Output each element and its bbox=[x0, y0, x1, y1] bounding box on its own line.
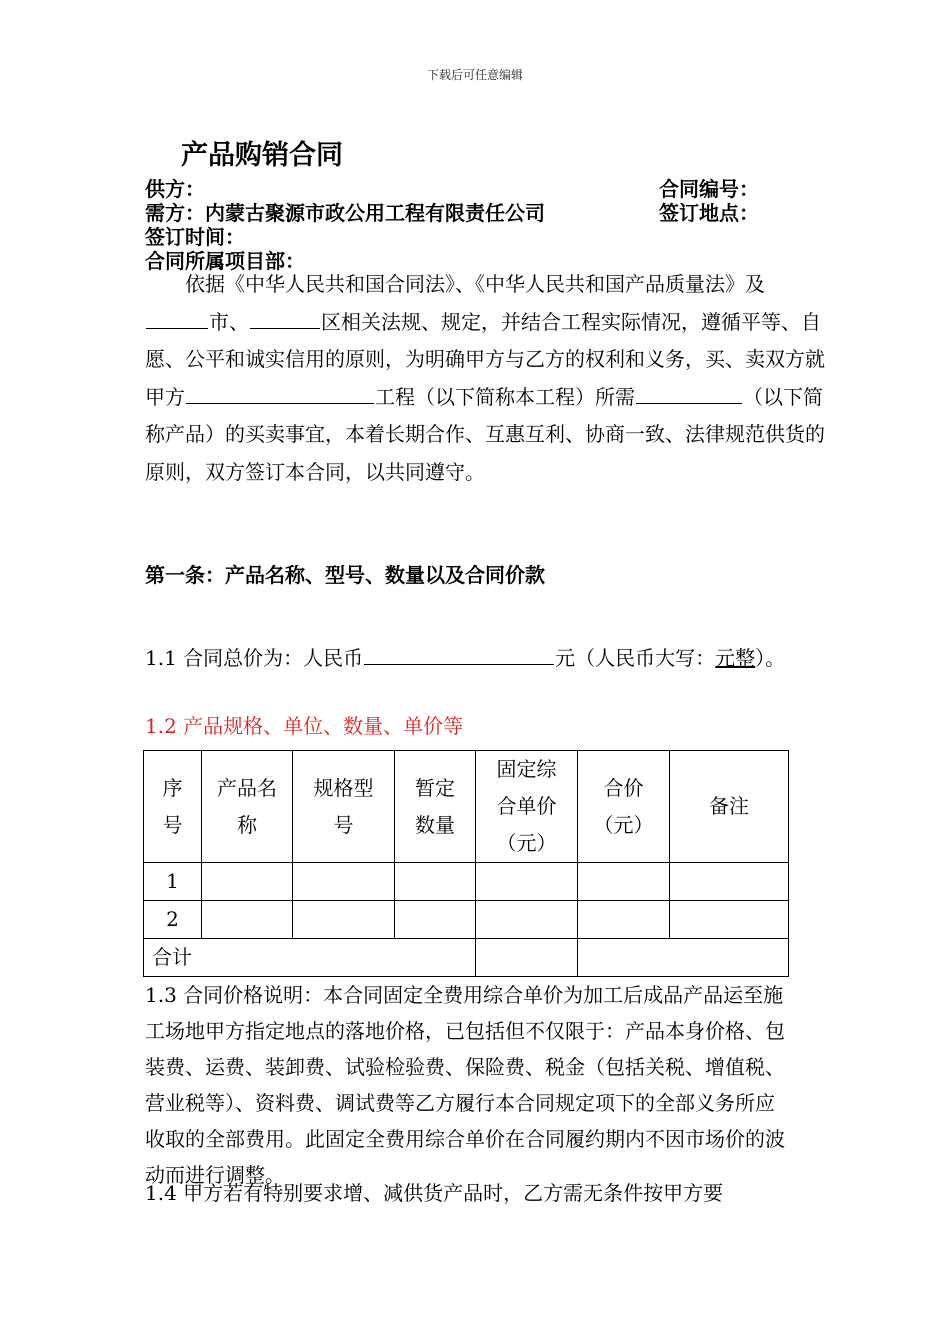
page-title: 产品购销合同 bbox=[181, 140, 343, 171]
table-cell: 1 bbox=[144, 863, 202, 901]
table-total-row bbox=[144, 939, 789, 977]
header-cell-remarks: 备注 bbox=[670, 751, 789, 863]
clause-1-1 bbox=[145, 640, 825, 678]
total-unit-cell[interactable] bbox=[476, 939, 578, 977]
supplier-label: 供方： bbox=[145, 177, 205, 201]
intro-text-2: 市、 bbox=[209, 309, 249, 334]
header-note: 下载后可任意编辑 bbox=[426, 68, 523, 82]
table-cell: 2 bbox=[144, 901, 202, 939]
buyer-line: 需方：内蒙古聚源市政公用工程有限责任公司 bbox=[145, 201, 545, 225]
total-label: 合计 bbox=[144, 939, 476, 977]
table-cell[interactable] bbox=[395, 901, 476, 939]
table-cell[interactable] bbox=[293, 901, 395, 939]
clause-1-1-text-a: 1.1 合同总价为：人民币 bbox=[145, 646, 364, 670]
intro-text-3: 区相关法规、规定，并结合工程实际情况，遵循平等、自愿、公平和诚实信用的原则，为明确甲方与乙方的权利和义务，买、卖双方就甲方 bbox=[145, 309, 825, 409]
sign-place-label: 签订地点： bbox=[659, 201, 759, 225]
intro-text-5: （以下简称产品）的买卖事宜，本着长期合作、互惠互利、协商一致、法律规范供货的原则，双方签订本合同，以共同遵守。 bbox=[145, 384, 825, 484]
clause-1-4: 1.4 甲方若有特别要求增、减供货产品时，乙方需无条件按甲方要 bbox=[145, 1181, 724, 1205]
intro-text-1: 依据《中华人民共和国合同法》、《中华人民共和国产品质量法》及 bbox=[185, 272, 765, 296]
table-cell[interactable] bbox=[202, 901, 293, 939]
clause-1-1-text-d: ）。 bbox=[755, 646, 786, 670]
clause-1-1-text-b: 元（人民币大写： bbox=[555, 646, 716, 670]
header-cell-product-name: 产品名 称 bbox=[202, 751, 293, 863]
table-cell[interactable] bbox=[395, 863, 476, 901]
project-blank[interactable] bbox=[186, 381, 374, 404]
table-row bbox=[144, 901, 789, 939]
table-cell[interactable] bbox=[578, 901, 670, 939]
header-cell-quantity: 暂定 数量 bbox=[395, 751, 476, 863]
table-header-row bbox=[144, 751, 789, 863]
project-dept-label: 合同所属项目部： bbox=[145, 249, 305, 273]
table-cell[interactable] bbox=[670, 863, 789, 901]
table-cell[interactable] bbox=[476, 863, 578, 901]
total-amount-cell[interactable] bbox=[578, 939, 789, 977]
header-cell-spec: 规格型 号 bbox=[293, 751, 395, 863]
product-table bbox=[143, 750, 789, 977]
header-cell-seq: 序 号 bbox=[144, 751, 202, 863]
table-cell[interactable] bbox=[578, 863, 670, 901]
sign-time-label: 签订时间： bbox=[145, 225, 245, 249]
header-cell-unit-price: 固定综 合单价 （元） bbox=[476, 751, 578, 863]
table-cell[interactable] bbox=[670, 901, 789, 939]
intro-paragraph bbox=[145, 266, 825, 491]
city-blank[interactable] bbox=[146, 306, 208, 329]
product-blank[interactable] bbox=[636, 381, 742, 404]
clause-1-1-text-c: 元整 bbox=[715, 646, 756, 670]
header-cell-total-price: 合价 （元） bbox=[578, 751, 670, 863]
intro-text-4: 工程（以下简称本工程）所需 bbox=[375, 384, 635, 409]
table-cell[interactable] bbox=[202, 863, 293, 901]
section-1-title: 第一条：产品名称、型号、数量以及合同价款 bbox=[145, 563, 545, 587]
table-row bbox=[144, 863, 789, 901]
clause-1-3: 1.3 合同价格说明：本合同固定全费用综合单价为加工后成品产品运至施工场地甲方指定地点的落地价格，已包括但不仅限于：产品本身价格、包装费、运费、装卸费、试验检验费、保险费、税金（包括关税、增值税、营业税等）、资料费、调试费等乙方履行本合同规定项下的全部义务所应收取的全部费用。此固定全费用综合单价在合同履约期内不因市场价的波动而进行调整。 bbox=[145, 983, 785, 1187]
table-cell[interactable] bbox=[476, 901, 578, 939]
contract-no-label: 合同编号： bbox=[659, 177, 759, 201]
clause-1-2-heading: 1.2 产品规格、单位、数量、单价等 bbox=[145, 714, 464, 738]
total-price-blank[interactable] bbox=[364, 642, 554, 665]
table-cell[interactable] bbox=[293, 863, 395, 901]
district-blank[interactable] bbox=[250, 306, 320, 329]
